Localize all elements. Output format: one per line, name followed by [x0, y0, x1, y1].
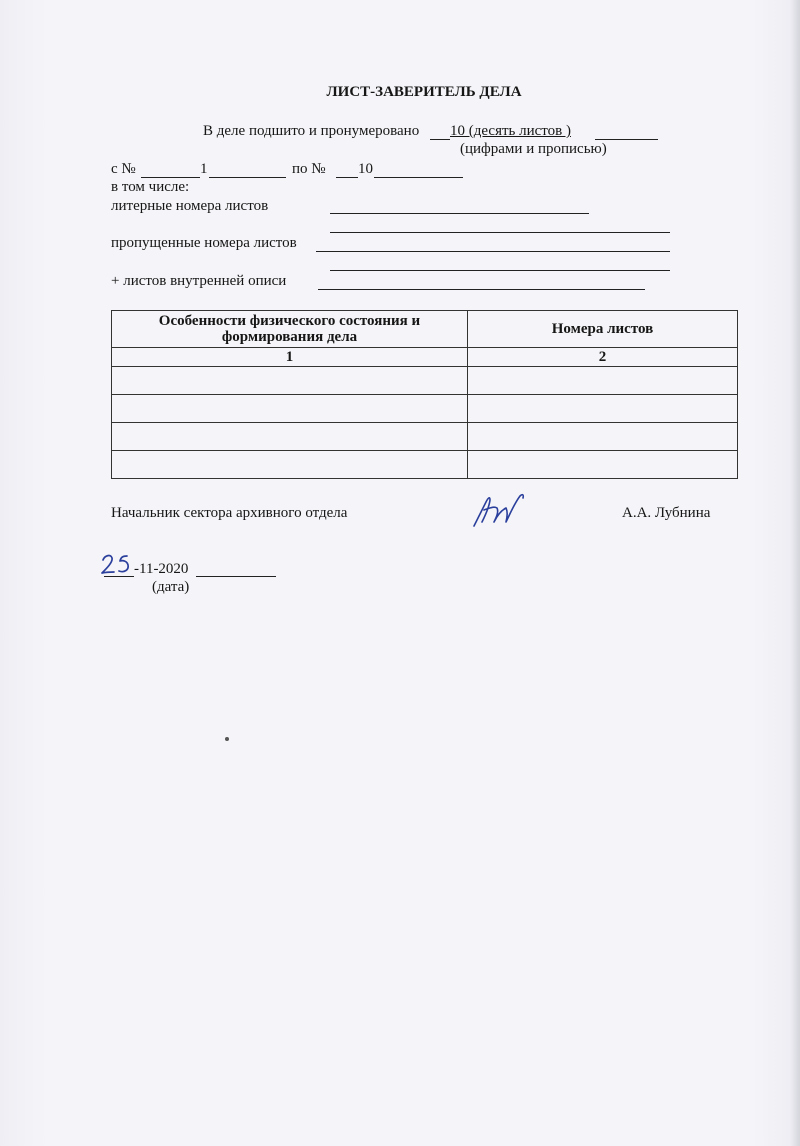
table-column-numbers-row — [112, 348, 738, 367]
date-note: (дата) — [152, 579, 190, 595]
date-underline-tail — [196, 576, 276, 577]
letter-sheets-line-2 — [330, 232, 670, 233]
inner-inventory-line — [318, 289, 645, 290]
table-header-row — [112, 311, 738, 348]
table-cell — [468, 451, 738, 479]
document-title: ЛИСТ-ЗАВЕРИТЕЛЬ ДЕЛА — [326, 84, 522, 100]
filed-note: (цифрами и прописью) — [460, 141, 607, 157]
handwritten-signature — [470, 488, 530, 534]
missing-sheets-line — [316, 251, 670, 252]
from-label: с № — [111, 161, 136, 177]
date-underline-lead — [104, 576, 134, 577]
date-printed: -11-2020 — [134, 561, 189, 577]
table-row — [112, 423, 738, 451]
filed-underline-lead — [430, 139, 450, 140]
signer-name: А.А. Лубнина — [622, 505, 711, 521]
scan-edge-shadow — [790, 0, 800, 1146]
table-cell — [112, 367, 468, 395]
column-number-2: 2 — [468, 348, 738, 367]
letter-sheets-label: литерные номера листов — [111, 198, 269, 214]
table-cell — [468, 395, 738, 423]
filed-count: 10 (десять листов ) — [450, 123, 571, 139]
from-value: 1 — [200, 161, 208, 177]
scan-speck — [225, 737, 229, 741]
from-underline-tail — [209, 177, 286, 178]
to-label: по № — [292, 161, 326, 177]
table-cell — [468, 367, 738, 395]
table-header-condition: Особенности физического состояния и формирования дела — [112, 311, 468, 348]
table-row — [112, 395, 738, 423]
handwritten-day — [99, 552, 137, 578]
table-cell — [112, 395, 468, 423]
missing-sheets-line-2 — [330, 270, 670, 271]
table-header-sheets: Номера листов — [468, 311, 738, 348]
inner-inventory-label: + листов внутренней описи — [111, 273, 287, 289]
table-row — [112, 451, 738, 479]
to-value: 10 — [358, 161, 373, 177]
table-cell — [112, 423, 468, 451]
table-row — [112, 367, 738, 395]
table-cell — [468, 423, 738, 451]
column-number-1: 1 — [112, 348, 468, 367]
to-underline-lead — [336, 177, 358, 178]
signer-position: Начальник сектора архивного отдела — [111, 505, 348, 521]
letter-sheets-line — [330, 213, 589, 214]
filed-prefix: В деле подшито и пронумеровано — [203, 123, 420, 139]
missing-sheets-label: пропущенные номера листов — [111, 235, 297, 251]
including-label: в том числе: — [111, 179, 190, 195]
condition-table — [111, 310, 738, 479]
table-cell — [112, 451, 468, 479]
to-underline-tail — [374, 177, 463, 178]
